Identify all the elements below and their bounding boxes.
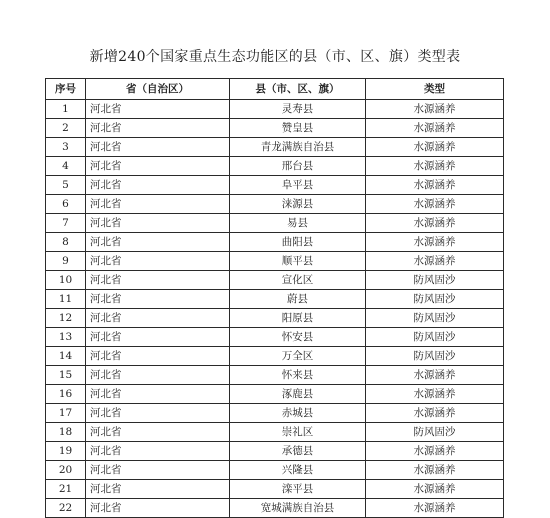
table-row <box>46 119 504 138</box>
province-cell: 河北省 <box>86 157 230 176</box>
type-cell: 水源涵养 <box>366 461 504 480</box>
serial-number-cell: 18 <box>46 423 86 442</box>
table-row <box>46 480 504 499</box>
province-cell: 河北省 <box>86 347 230 366</box>
province-cell: 河北省 <box>86 461 230 480</box>
type-cell: 防风固沙 <box>366 290 504 309</box>
county-cell: 宽城满族自治县 <box>230 499 366 518</box>
county-cell: 曲阳县 <box>230 233 366 252</box>
table-row <box>46 442 504 461</box>
province-cell: 河北省 <box>86 366 230 385</box>
province-cell: 河北省 <box>86 214 230 233</box>
county-cell: 邢台县 <box>230 157 366 176</box>
type-cell: 水源涵养 <box>366 195 504 214</box>
county-cell: 灵寿县 <box>230 100 366 119</box>
type-cell: 防风固沙 <box>366 423 504 442</box>
serial-number-cell: 19 <box>46 442 86 461</box>
county-cell: 崇礼区 <box>230 423 366 442</box>
county-cell: 蔚县 <box>230 290 366 309</box>
serial-number-cell: 6 <box>46 195 86 214</box>
province-cell: 河北省 <box>86 252 230 271</box>
type-cell: 水源涵养 <box>366 480 504 499</box>
county-cell: 阜平县 <box>230 176 366 195</box>
header-type: 类型 <box>366 79 504 100</box>
header-serial-number: 序号 <box>46 79 86 100</box>
county-cell: 万全区 <box>230 347 366 366</box>
table-row <box>46 385 504 404</box>
type-cell: 水源涵养 <box>366 176 504 195</box>
serial-number-cell: 12 <box>46 309 86 328</box>
serial-number-cell: 10 <box>46 271 86 290</box>
table-row <box>46 157 504 176</box>
table-row <box>46 138 504 157</box>
header-province: 省（自治区） <box>86 79 230 100</box>
county-cell: 滦平县 <box>230 480 366 499</box>
serial-number-cell: 17 <box>46 404 86 423</box>
province-cell: 河北省 <box>86 328 230 347</box>
type-cell: 水源涵养 <box>366 138 504 157</box>
province-cell: 河北省 <box>86 309 230 328</box>
serial-number-cell: 21 <box>46 480 86 499</box>
county-cell: 涞源县 <box>230 195 366 214</box>
county-cell: 阳原县 <box>230 309 366 328</box>
table-row <box>46 176 504 195</box>
province-cell: 河北省 <box>86 290 230 309</box>
province-cell: 河北省 <box>86 442 230 461</box>
serial-number-cell: 1 <box>46 100 86 119</box>
serial-number-cell: 3 <box>46 138 86 157</box>
header-county: 县（市、区、旗） <box>230 79 366 100</box>
table-row <box>46 366 504 385</box>
serial-number-cell: 22 <box>46 499 86 518</box>
table-row <box>46 328 504 347</box>
type-cell: 水源涵养 <box>366 499 504 518</box>
serial-number-cell: 11 <box>46 290 86 309</box>
province-cell: 河北省 <box>86 404 230 423</box>
table-row <box>46 499 504 518</box>
type-cell: 水源涵养 <box>366 404 504 423</box>
type-cell: 水源涵养 <box>366 214 504 233</box>
serial-number-cell: 7 <box>46 214 86 233</box>
table-row <box>46 309 504 328</box>
serial-number-cell: 16 <box>46 385 86 404</box>
county-cell: 兴隆县 <box>230 461 366 480</box>
county-cell: 涿鹿县 <box>230 385 366 404</box>
type-cell: 水源涵养 <box>366 157 504 176</box>
province-cell: 河北省 <box>86 480 230 499</box>
serial-number-cell: 4 <box>46 157 86 176</box>
serial-number-cell: 5 <box>46 176 86 195</box>
county-cell: 易县 <box>230 214 366 233</box>
province-cell: 河北省 <box>86 271 230 290</box>
serial-number-cell: 20 <box>46 461 86 480</box>
type-cell: 防风固沙 <box>366 309 504 328</box>
county-cell: 赤城县 <box>230 404 366 423</box>
type-cell: 水源涵养 <box>366 233 504 252</box>
table-row <box>46 233 504 252</box>
table-body <box>46 100 504 518</box>
serial-number-cell: 2 <box>46 119 86 138</box>
province-cell: 河北省 <box>86 499 230 518</box>
type-cell: 防风固沙 <box>366 347 504 366</box>
table-row <box>46 195 504 214</box>
serial-number-cell: 9 <box>46 252 86 271</box>
county-cell: 怀来县 <box>230 366 366 385</box>
serial-number-cell: 14 <box>46 347 86 366</box>
county-cell: 宣化区 <box>230 271 366 290</box>
table-row <box>46 271 504 290</box>
serial-number-cell: 15 <box>46 366 86 385</box>
table-row <box>46 461 504 480</box>
county-cell: 青龙满族自治县 <box>230 138 366 157</box>
table-row <box>46 252 504 271</box>
province-cell: 河北省 <box>86 423 230 442</box>
type-cell: 水源涵养 <box>366 119 504 138</box>
province-cell: 河北省 <box>86 176 230 195</box>
serial-number-cell: 13 <box>46 328 86 347</box>
type-cell: 水源涵养 <box>366 100 504 119</box>
province-cell: 河北省 <box>86 233 230 252</box>
province-cell: 河北省 <box>86 119 230 138</box>
county-cell: 承德县 <box>230 442 366 461</box>
province-cell: 河北省 <box>86 138 230 157</box>
header-row <box>46 79 504 100</box>
county-type-table <box>45 78 504 518</box>
type-cell: 防风固沙 <box>366 328 504 347</box>
type-cell: 水源涵养 <box>366 385 504 404</box>
table-title: 新增240个国家重点生态功能区的县（市、区、旗）类型表 <box>89 49 461 65</box>
table-row <box>46 347 504 366</box>
type-cell: 水源涵养 <box>366 252 504 271</box>
table-row <box>46 290 504 309</box>
type-cell: 水源涵养 <box>366 366 504 385</box>
type-cell: 水源涵养 <box>366 442 504 461</box>
table-row <box>46 214 504 233</box>
table-row <box>46 100 504 119</box>
serial-number-cell: 8 <box>46 233 86 252</box>
province-cell: 河北省 <box>86 100 230 119</box>
province-cell: 河北省 <box>86 385 230 404</box>
table-row <box>46 404 504 423</box>
province-cell: 河北省 <box>86 195 230 214</box>
county-cell: 顺平县 <box>230 252 366 271</box>
county-cell: 赞皇县 <box>230 119 366 138</box>
type-cell: 防风固沙 <box>366 271 504 290</box>
table-row <box>46 423 504 442</box>
county-cell: 怀安县 <box>230 328 366 347</box>
